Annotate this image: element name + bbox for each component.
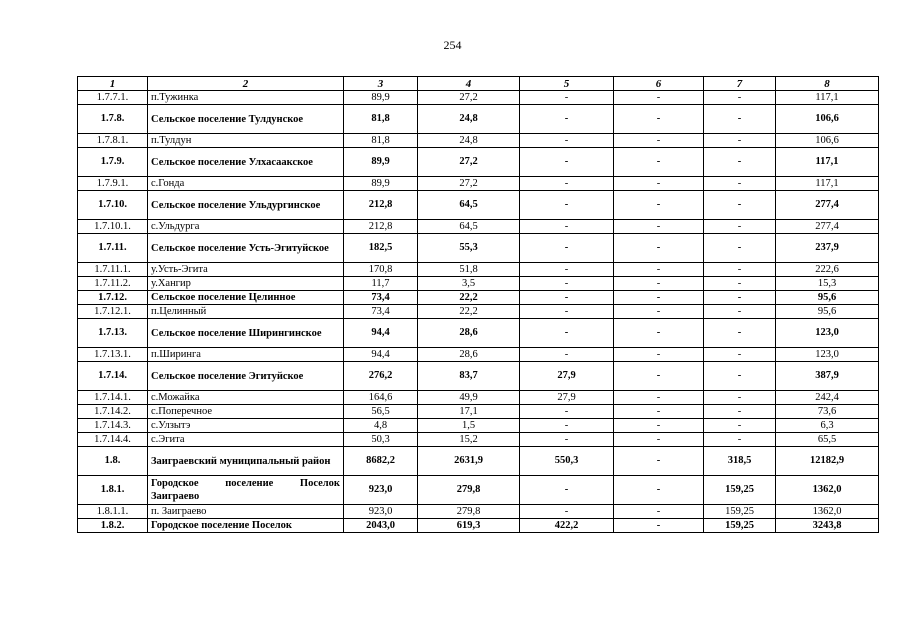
col7-value: 318,5	[704, 447, 776, 476]
table-row	[78, 362, 879, 391]
page-number: 254	[443, 38, 462, 52]
col4-value: 49,9	[418, 391, 520, 405]
col5-value: -	[520, 105, 614, 134]
col4-value: 279,8	[418, 505, 520, 519]
row-number: 1.7.13.	[78, 319, 148, 348]
column-header-4: 4	[418, 77, 520, 91]
row-number: 1.7.13.1.	[78, 348, 148, 362]
col6-value: -	[614, 148, 704, 177]
col8-value: 242,4	[776, 391, 879, 405]
table-row	[78, 263, 879, 277]
col3-value: 94,4	[344, 348, 418, 362]
header-row	[78, 77, 879, 91]
row-number: 1.7.9.	[78, 148, 148, 177]
settlement-name: п. Заиграево	[148, 505, 344, 519]
col3-value: 923,0	[344, 505, 418, 519]
col8-value: 123,0	[776, 319, 879, 348]
col4-value: 22,2	[418, 291, 520, 305]
column-header-3: 3	[344, 77, 418, 91]
col6-value: -	[614, 433, 704, 447]
col4-value: 55,3	[418, 234, 520, 263]
col7-value: -	[704, 291, 776, 305]
row-number: 1.7.9.1.	[78, 177, 148, 191]
col6-value: -	[614, 105, 704, 134]
table-row	[78, 405, 879, 419]
col5-value: -	[520, 476, 614, 505]
row-number: 1.7.12.	[78, 291, 148, 305]
row-number: 1.8.	[78, 447, 148, 476]
col4-value: 27,2	[418, 148, 520, 177]
col4-value: 83,7	[418, 362, 520, 391]
col3-value: 73,4	[344, 291, 418, 305]
col7-value: -	[704, 191, 776, 220]
table-row	[78, 419, 879, 433]
col8-value: 15,3	[776, 277, 879, 291]
row-number: 1.8.1.	[78, 476, 148, 505]
table-row	[78, 519, 879, 533]
col6-value: -	[614, 391, 704, 405]
col3-value: 212,8	[344, 220, 418, 234]
table-row	[78, 91, 879, 105]
col4-value: 27,2	[418, 177, 520, 191]
col3-value: 89,9	[344, 177, 418, 191]
col4-value: 64,5	[418, 220, 520, 234]
table-row	[78, 148, 879, 177]
col6-value: -	[614, 519, 704, 533]
col6-value: -	[614, 191, 704, 220]
col7-value: -	[704, 134, 776, 148]
col5-value: -	[520, 134, 614, 148]
col7-value: 159,25	[704, 505, 776, 519]
settlement-name: п.Тулдун	[148, 134, 344, 148]
col7-value: 159,25	[704, 519, 776, 533]
row-number: 1.7.10.	[78, 191, 148, 220]
col4-value: 24,8	[418, 134, 520, 148]
table-body	[78, 91, 879, 533]
col8-value: 123,0	[776, 348, 879, 362]
column-header-6: 6	[614, 77, 704, 91]
table-row	[78, 105, 879, 134]
settlement-name: Заиграевский муниципальный район	[148, 447, 344, 476]
settlement-name: у.Хангир	[148, 277, 344, 291]
table-row	[78, 391, 879, 405]
col5-value: -	[520, 291, 614, 305]
col4-value: 15,2	[418, 433, 520, 447]
row-number: 1.7.14.3.	[78, 419, 148, 433]
col5-value: -	[520, 191, 614, 220]
col5-value: 27,9	[520, 391, 614, 405]
col6-value: -	[614, 476, 704, 505]
col6-value: -	[614, 134, 704, 148]
col7-value: -	[704, 263, 776, 277]
col5-value: -	[520, 405, 614, 419]
column-header-7: 7	[704, 77, 776, 91]
col8-value: 65,5	[776, 433, 879, 447]
col5-value: -	[520, 177, 614, 191]
row-number: 1.7.8.1.	[78, 134, 148, 148]
col3-value: 4,8	[344, 419, 418, 433]
col4-value: 2631,9	[418, 447, 520, 476]
col3-value: 170,8	[344, 263, 418, 277]
row-number: 1.7.11.2.	[78, 277, 148, 291]
col5-value: -	[520, 305, 614, 319]
col7-value: -	[704, 148, 776, 177]
col7-value: -	[704, 362, 776, 391]
col5-value: -	[520, 220, 614, 234]
col3-value: 73,4	[344, 305, 418, 319]
table-row	[78, 505, 879, 519]
col6-value: -	[614, 277, 704, 291]
col8-value: 73,6	[776, 405, 879, 419]
col8-value: 222,6	[776, 263, 879, 277]
table-row	[78, 291, 879, 305]
col6-value: -	[614, 177, 704, 191]
col4-value: 17,1	[418, 405, 520, 419]
row-number: 1.7.14.2.	[78, 405, 148, 419]
settlement-name: Сельское поселение Усть-Эгитуйское	[148, 234, 344, 263]
col5-value: 27,9	[520, 362, 614, 391]
settlement-name: с.Поперечное	[148, 405, 344, 419]
settlement-name: Городское поселение Поселок	[148, 519, 344, 533]
col3-value: 89,9	[344, 148, 418, 177]
settlement-name: п.Целинный	[148, 305, 344, 319]
table-row	[78, 177, 879, 191]
col8-value: 117,1	[776, 177, 879, 191]
table-row	[78, 220, 879, 234]
col7-value: -	[704, 105, 776, 134]
col8-value: 95,6	[776, 291, 879, 305]
col3-value: 81,8	[344, 134, 418, 148]
col3-value: 11,7	[344, 277, 418, 291]
col6-value: -	[614, 362, 704, 391]
settlement-name: Городское поселение Поселок Заиграево	[148, 476, 344, 505]
col5-value: 422,2	[520, 519, 614, 533]
col4-value: 64,5	[418, 191, 520, 220]
table-row	[78, 234, 879, 263]
col5-value: -	[520, 277, 614, 291]
col4-value: 3,5	[418, 277, 520, 291]
col6-value: -	[614, 234, 704, 263]
column-header-2: 2	[148, 77, 344, 91]
col4-value: 28,6	[418, 319, 520, 348]
row-number: 1.8.1.1.	[78, 505, 148, 519]
table-row	[78, 319, 879, 348]
row-number: 1.7.10.1.	[78, 220, 148, 234]
col7-value: -	[704, 319, 776, 348]
col8-value: 106,6	[776, 134, 879, 148]
col3-value: 276,2	[344, 362, 418, 391]
col7-value: -	[704, 348, 776, 362]
settlement-name: Сельское поселение Эгитуйское	[148, 362, 344, 391]
col7-value: -	[704, 305, 776, 319]
row-number: 1.7.14.	[78, 362, 148, 391]
table-row	[78, 277, 879, 291]
col5-value: -	[520, 433, 614, 447]
settlement-name: п.Ширинга	[148, 348, 344, 362]
col4-value: 22,2	[418, 305, 520, 319]
row-number: 1.7.11.	[78, 234, 148, 263]
column-header-8: 8	[776, 77, 879, 91]
col7-value: -	[704, 277, 776, 291]
column-header-1: 1	[78, 77, 148, 91]
col7-value: 159,25	[704, 476, 776, 505]
col8-value: 277,4	[776, 220, 879, 234]
row-number: 1.7.8.	[78, 105, 148, 134]
table-row	[78, 191, 879, 220]
col4-value: 28,6	[418, 348, 520, 362]
col7-value: -	[704, 177, 776, 191]
col5-value: -	[520, 348, 614, 362]
col8-value: 12182,9	[776, 447, 879, 476]
col4-value: 619,3	[418, 519, 520, 533]
column-header-5: 5	[520, 77, 614, 91]
col3-value: 212,8	[344, 191, 418, 220]
col3-value: 164,6	[344, 391, 418, 405]
table-row	[78, 305, 879, 319]
table-row	[78, 348, 879, 362]
settlement-name: Сельское поселение Целинное	[148, 291, 344, 305]
col8-value: 95,6	[776, 305, 879, 319]
col5-value: -	[520, 319, 614, 348]
col7-value: -	[704, 220, 776, 234]
col8-value: 6,3	[776, 419, 879, 433]
settlement-name: у.Усть-Эгита	[148, 263, 344, 277]
col4-value: 1,5	[418, 419, 520, 433]
col3-value: 94,4	[344, 319, 418, 348]
col3-value: 56,5	[344, 405, 418, 419]
col8-value: 237,9	[776, 234, 879, 263]
col3-value: 50,3	[344, 433, 418, 447]
col4-value: 24,8	[418, 105, 520, 134]
settlement-name: с.Можайка	[148, 391, 344, 405]
table-row	[78, 433, 879, 447]
col6-value: -	[614, 447, 704, 476]
col6-value: -	[614, 91, 704, 105]
row-number: 1.8.2.	[78, 519, 148, 533]
col8-value: 106,6	[776, 105, 879, 134]
col5-value: -	[520, 419, 614, 433]
col5-value: 550,3	[520, 447, 614, 476]
col5-value: -	[520, 234, 614, 263]
col5-value: -	[520, 148, 614, 177]
col6-value: -	[614, 505, 704, 519]
col7-value: -	[704, 91, 776, 105]
settlement-name: с.Эгита	[148, 433, 344, 447]
row-number: 1.7.12.1.	[78, 305, 148, 319]
row-number: 1.7.7.1.	[78, 91, 148, 105]
col6-value: -	[614, 419, 704, 433]
col8-value: 387,9	[776, 362, 879, 391]
col8-value: 1362,0	[776, 476, 879, 505]
col8-value: 277,4	[776, 191, 879, 220]
col7-value: -	[704, 234, 776, 263]
col6-value: -	[614, 348, 704, 362]
settlement-name: Сельское поселение Ульдургинское	[148, 191, 344, 220]
col6-value: -	[614, 220, 704, 234]
col7-value: -	[704, 433, 776, 447]
settlement-name: п.Тужинка	[148, 91, 344, 105]
col3-value: 923,0	[344, 476, 418, 505]
col4-value: 27,2	[418, 91, 520, 105]
col6-value: -	[614, 319, 704, 348]
settlement-name: с.Улзытэ	[148, 419, 344, 433]
col3-value: 182,5	[344, 234, 418, 263]
col7-value: -	[704, 405, 776, 419]
settlement-name: с.Ульдурга	[148, 220, 344, 234]
col5-value: -	[520, 505, 614, 519]
col6-value: -	[614, 291, 704, 305]
col3-value: 2043,0	[344, 519, 418, 533]
table-row	[78, 134, 879, 148]
settlement-name: с.Гонда	[148, 177, 344, 191]
col4-value: 279,8	[418, 476, 520, 505]
col6-value: -	[614, 405, 704, 419]
col3-value: 81,8	[344, 105, 418, 134]
table-row	[78, 476, 879, 505]
settlement-name: Сельское поселение Улхасаакское	[148, 148, 344, 177]
col5-value: -	[520, 263, 614, 277]
col6-value: -	[614, 305, 704, 319]
row-number: 1.7.14.1.	[78, 391, 148, 405]
settlement-name: Сельское поселение Тулдунское	[148, 105, 344, 134]
col3-value: 89,9	[344, 91, 418, 105]
col8-value: 117,1	[776, 148, 879, 177]
col7-value: -	[704, 419, 776, 433]
col5-value: -	[520, 91, 614, 105]
data-table	[77, 76, 879, 533]
col3-value: 8682,2	[344, 447, 418, 476]
row-number: 1.7.14.4.	[78, 433, 148, 447]
col4-value: 51,8	[418, 263, 520, 277]
row-number: 1.7.11.1.	[78, 263, 148, 277]
col8-value: 117,1	[776, 91, 879, 105]
col7-value: -	[704, 391, 776, 405]
col6-value: -	[614, 263, 704, 277]
col8-value: 3243,8	[776, 519, 879, 533]
settlement-name: Сельское поселение Ширингинское	[148, 319, 344, 348]
col8-value: 1362,0	[776, 505, 879, 519]
table-row	[78, 447, 879, 476]
